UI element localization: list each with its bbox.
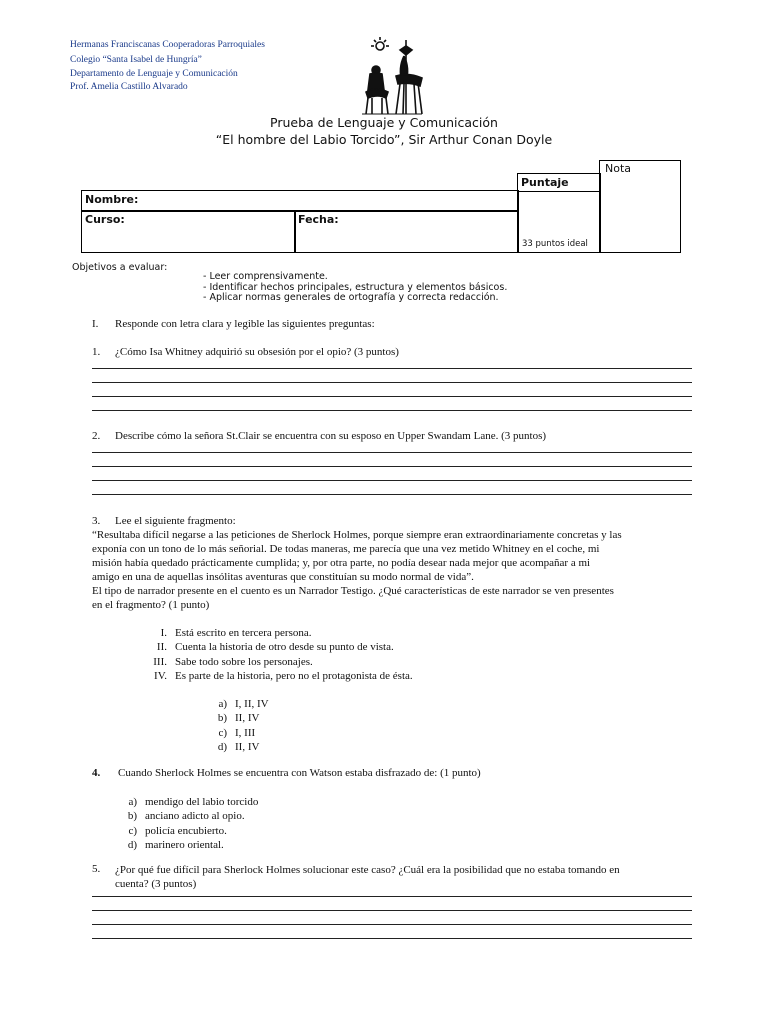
objective-item: - Identificar hechos principales, estructura y elementos básicos.: [203, 281, 508, 293]
q4-number: 4.: [92, 767, 101, 779]
answer-line[interactable]: [92, 480, 692, 481]
q3-fragment: [92, 528, 697, 612]
option-item[interactable]: b) II, IV: [217, 712, 260, 725]
test-title: Prueba de Lenguaje y Comunicación: [270, 115, 498, 130]
q4-options: [115, 795, 258, 852]
q3-intro: Lee el siguiente fragmento:: [115, 515, 236, 527]
teacher-name: Prof. Amelia Castillo Alvarado: [70, 82, 188, 92]
puntaje-box: [517, 173, 601, 253]
q3-options: [205, 697, 269, 754]
objective-item: - Leer comprensivamente.: [203, 271, 328, 282]
statement-item: IV. Es parte de la historia, pero no el protagonista de ésta.: [154, 669, 413, 682]
statement-item: III. Sabe todo sobre los personajes.: [153, 655, 313, 668]
q1-number: 1.: [92, 346, 101, 358]
option-item[interactable]: d) marinero oriental.: [127, 838, 224, 851]
q2-text: Describe cómo la señora St.Clair se encuentra con su esposo en Upper Swandam Lane. (3 puntos): [115, 430, 547, 442]
q4-text: Cuando Sherlock Holmes se encuentra con Watson estaba disfrazado de: (1 punto): [118, 767, 481, 779]
answer-line[interactable]: [92, 494, 692, 495]
answer-line[interactable]: [92, 396, 692, 397]
option-item[interactable]: a) I, II, IV: [218, 698, 269, 710]
q5-line: ¿Por qué fue difícil para Sherlock Holmes solucionar este caso? ¿Cuál era la posibilidad que no estaba tomando en: [115, 864, 620, 876]
answer-line[interactable]: [92, 382, 692, 383]
school-line: Colegio “Santa Isabel de Hungría”: [70, 54, 202, 65]
fecha-field[interactable]: [294, 210, 519, 253]
don-quijote-logo-icon: [356, 36, 426, 116]
section-numeral: I.: [92, 318, 99, 330]
fragment-line: “Resultaba difícil negarse a las peticiones de Sherlock Holmes, porque siempre eran extraordinariamente concretas y las: [92, 529, 622, 541]
statement-item: II. Cuenta la historia de otro desde su punto de vista.: [156, 641, 394, 654]
answer-line[interactable]: [92, 368, 692, 369]
q2-number: 2.: [92, 430, 101, 442]
objectives-list: [203, 272, 507, 304]
fecha-label: Fecha:: [298, 213, 339, 226]
q5-number: 5.: [92, 863, 101, 875]
q3-statements: [139, 626, 413, 683]
q3-number: 3.: [92, 515, 101, 527]
objectives-label: Objetivos a evaluar:: [72, 262, 168, 273]
puntaje-label: Puntaje: [521, 176, 569, 189]
nombre-label: Nombre:: [85, 193, 139, 206]
nota-label: Nota: [605, 162, 632, 175]
answer-line[interactable]: [92, 466, 692, 467]
curso-field[interactable]: [81, 210, 296, 253]
option-item[interactable]: c) policía encubierto.: [128, 824, 227, 837]
school-line: Hermanas Franciscanas Cooperadoras Parroquiales: [70, 40, 265, 50]
school-line: Departamento de Lenguaje y Comunicación: [70, 69, 238, 79]
fragment-line: exponía con un tono de lo más señorial. De todas maneras, me parecía que una vez metido Whitney en el coche, mi: [92, 543, 600, 555]
school-header: [70, 38, 265, 82]
answer-line[interactable]: [92, 924, 692, 925]
q3-question-line: en el fragmento? (1 punto): [92, 599, 210, 611]
q5-line: cuenta? (3 puntos): [115, 878, 197, 890]
option-item[interactable]: c) I, III: [218, 726, 256, 739]
option-item[interactable]: a) mendigo del labio torcido: [128, 796, 259, 808]
nombre-field[interactable]: [81, 190, 519, 212]
fragment-line: misión había quedado prácticamente cumplida; y, por otra parte, no podía desear nada mejor que acompañar a mi: [92, 557, 591, 569]
section-instruction: Responde con letra clara y legible las siguientes preguntas:: [115, 318, 375, 330]
answer-line[interactable]: [92, 410, 692, 411]
option-item[interactable]: d) II, IV: [217, 740, 260, 753]
ideal-score: 33 puntos ideal: [522, 239, 588, 249]
nota-box: [599, 160, 681, 253]
option-item[interactable]: b) anciano adicto al opio.: [127, 810, 245, 823]
fragment-line: amigo en una de aquellas insólitas aventuras que constituían su modo normal de vida”.: [92, 571, 474, 583]
statement-item: I. Está escrito en tercera persona.: [160, 627, 312, 639]
q3-question-line: El tipo de narrador presente en el cuento es un Narrador Testigo. ¿Qué características de este narrador se ven presentes: [92, 585, 614, 597]
curso-label: Curso:: [85, 213, 125, 226]
story-title: “El hombre del Labio Torcido”, Sir Arthur Conan Doyle: [215, 132, 553, 147]
q1-text: ¿Cómo Isa Whitney adquirió su obsesión por el opio? (3 puntos): [115, 346, 399, 358]
q5-text: [115, 863, 620, 891]
answer-line[interactable]: [92, 910, 692, 911]
answer-line[interactable]: [92, 452, 692, 453]
answer-line[interactable]: [92, 938, 692, 939]
answer-line[interactable]: [92, 896, 692, 897]
objective-item: - Aplicar normas generales de ortografía y correcta redacción.: [203, 292, 499, 303]
